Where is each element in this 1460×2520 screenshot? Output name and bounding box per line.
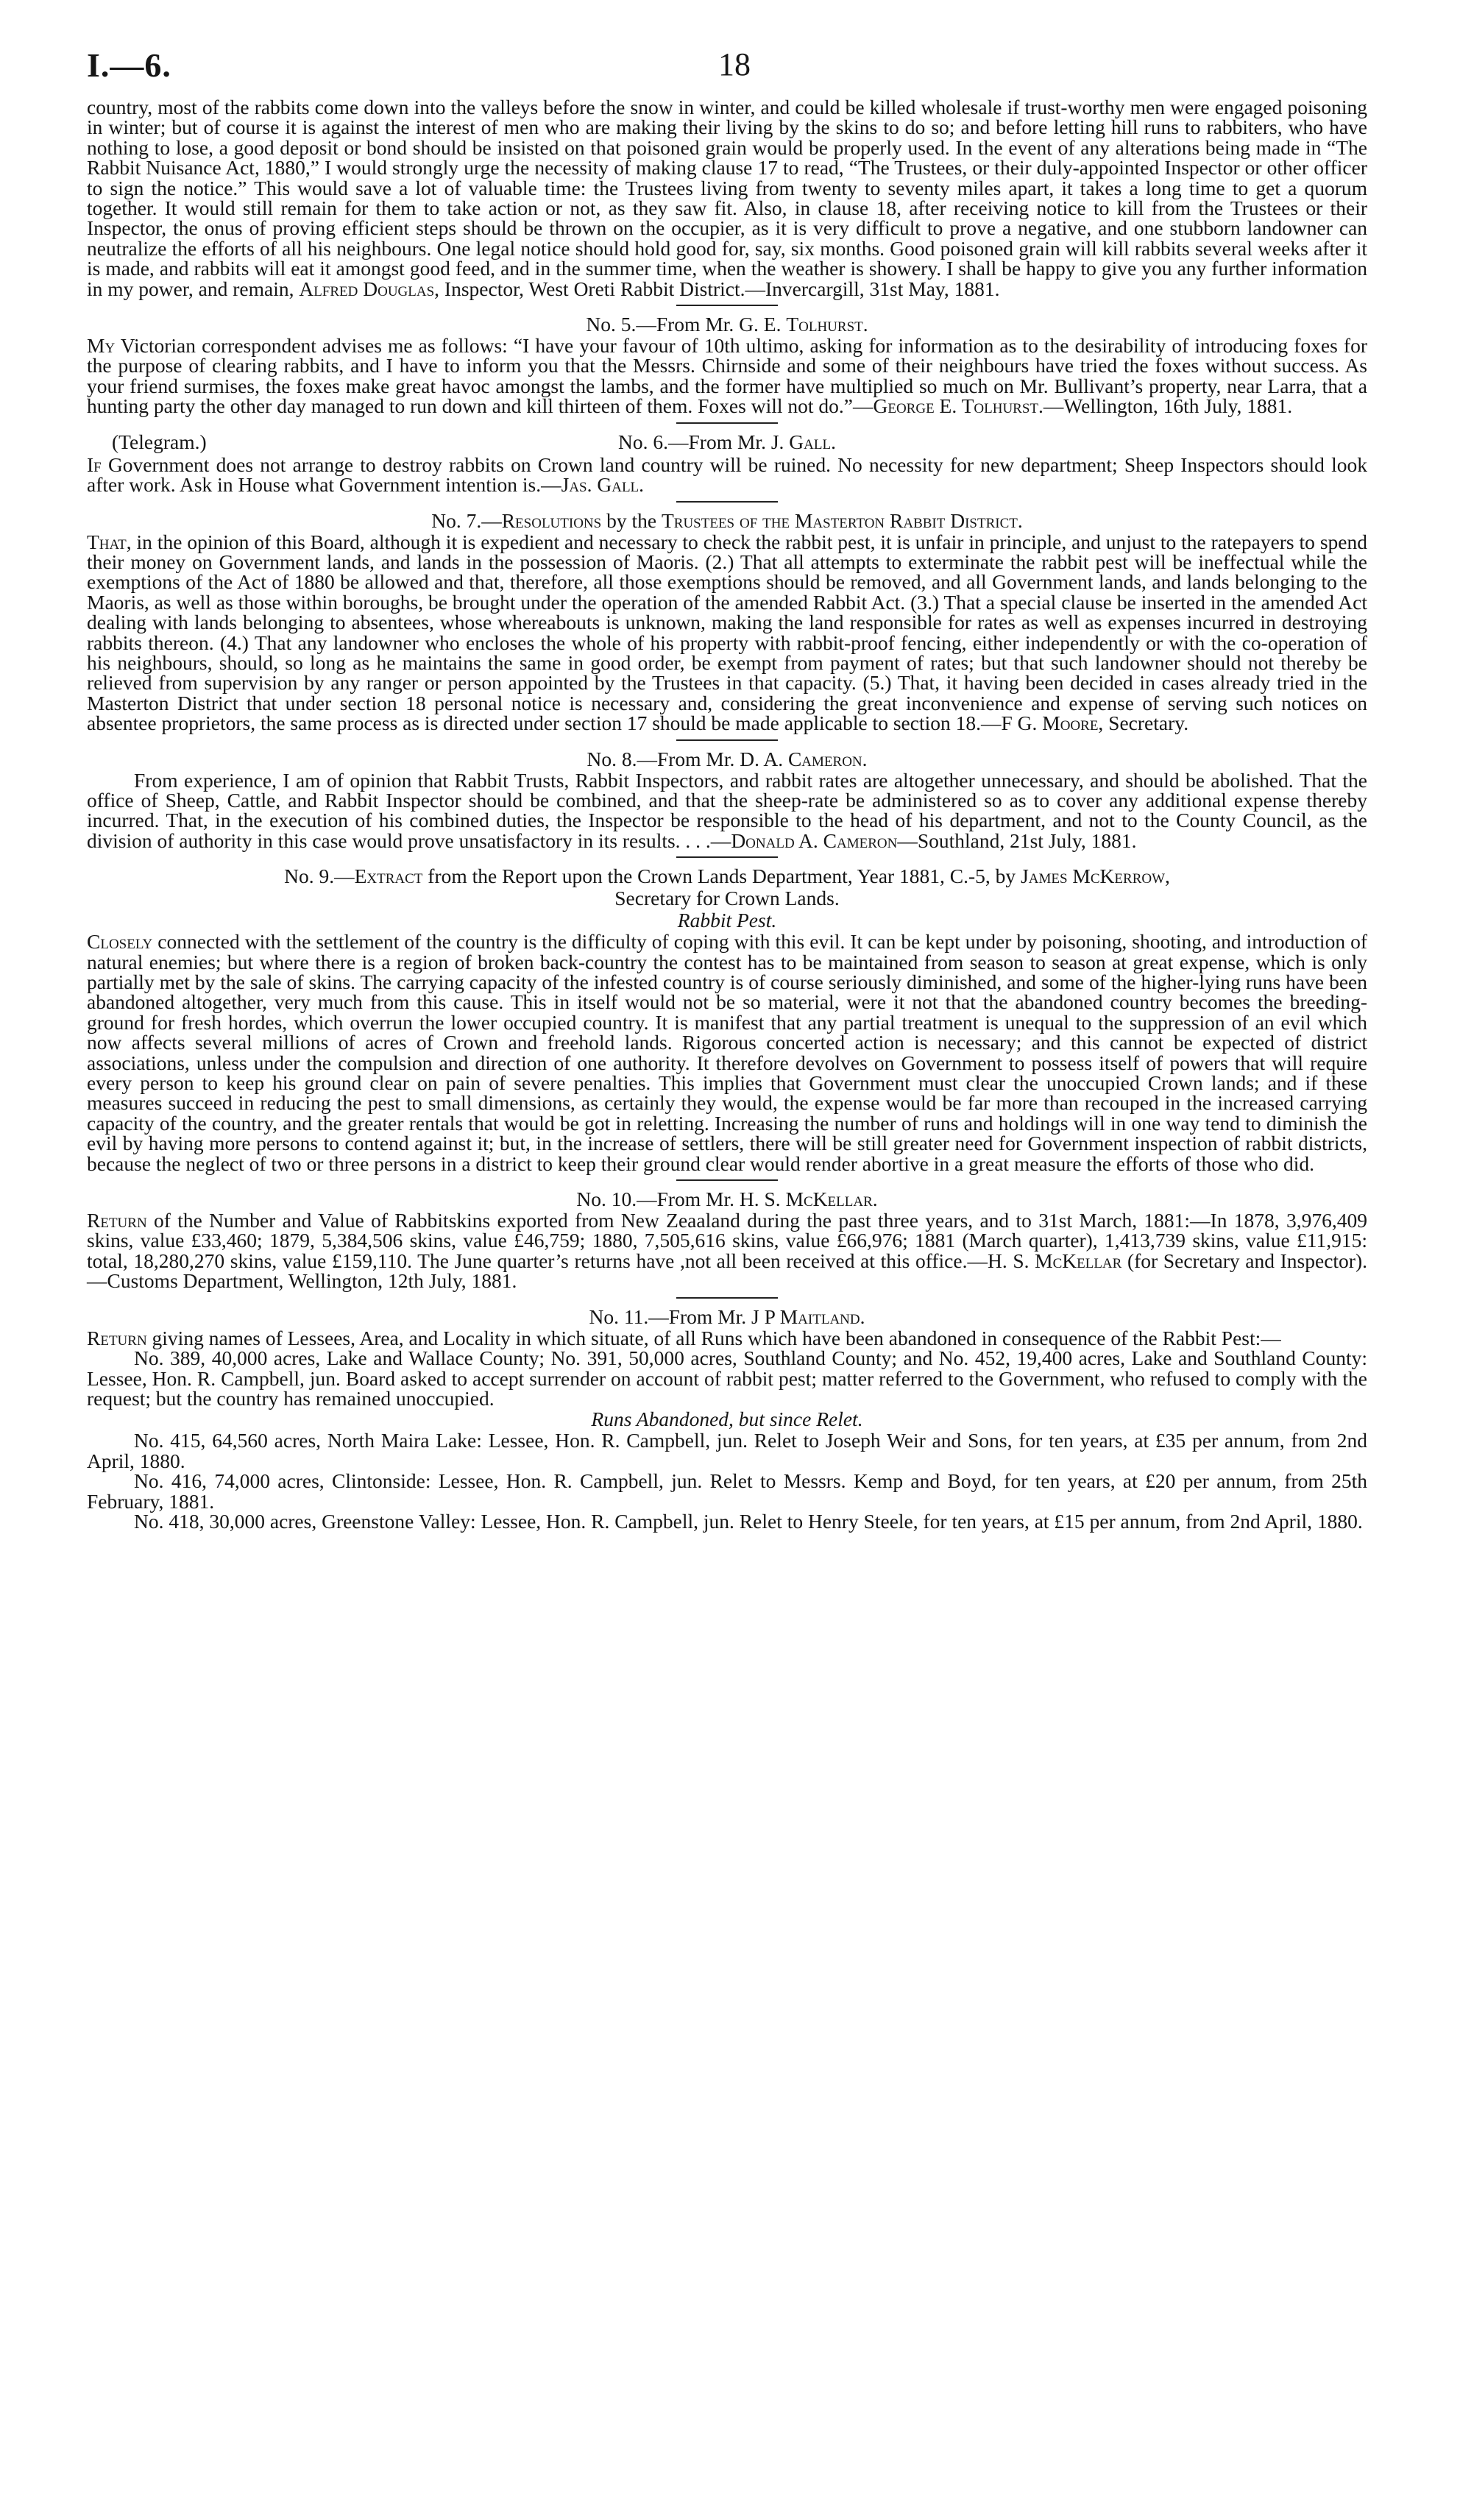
- section-7-signature-name: F G. Moore,: [1001, 711, 1104, 735]
- section-6-signature-name: Jas. Gall.: [561, 473, 645, 497]
- section-9-heading: No. 9.—Extract from the Report upon the Crown Lands Department, Year 1881, C.-5, by James McKerrow,: [284, 865, 1170, 888]
- intro-text: country, most of the rabbits come down into the valleys before the snow in winter, and could be killed wholesale if trust-worthy men were engaged poisoning in winter; but of course it is against the interest of men who are making their living by the skins to do so; and before letting hill runs to rabbiters, who have nothing to lose, a good deposit or bond should be insisted on that poisoned grain would be properly used. In the event of any alterations being made in “The Rabbit Nuisance Act, 1880,” I would strongly urge the necessity of making clause 17 to read, “The Trustees, or their duly-appointed Inspector or other officer to sign the notice.” This would save a lot of valuable time: the Trustees living from twenty to seventy miles apart, it takes a long time to get a quorum together. It would still remain for them to take action or not, as they saw fit. Also, in clause 18, after receiving notice to kill from the Trustees or their Inspector, the onus of proving efficient steps should be thrown on the occupier, as it is very difficult to prove a negative, and one stubborn landowner can neutralize the efforts of all his neighbours. One legal notice should hold good for, say, six months. Good poisoned grain will kill rabbits several weeks after it is made, and rabbits will eat it amongst good feed, and in the summer time, when the weather is showery. I shall be happy to give you any further information in my power, and remain,: [87, 96, 1367, 300]
- telegram-label: (Telegram.): [112, 430, 207, 453]
- document-page: [87, 46, 1367, 1531]
- section-11-text: giving names of Lessees, Area, and Locality in which situate, of all Runs which have been abandoned in consequence of the Rabbit Pest:—: [146, 1326, 1281, 1349]
- intro-paragraph: [87, 97, 1367, 299]
- section-11-heading: No. 11.—From Mr. J P Maitland.: [589, 1305, 865, 1328]
- section-11-intro: [87, 1328, 1367, 1348]
- section-6-text: Government does not arrange to destroy rabbits on Crown land country will be ruined. No necessity for new department; Sheep Inspectors should look after work. Ask in House what Government intention is.—: [87, 452, 1367, 497]
- section-7-body: [87, 532, 1367, 734]
- section-11-paragraph-2: No. 389, 40,000 acres, Lake and Wallace County; No. 391, 50,000 acres, Southland County; and No. 452, 19,400 acres, Lake and Southland County: Lessee, Hon. R. Campbell, jun. Board asked to accept surrender on account of rabbit pest; matter referred to the Government, who refused to comply with the request; but the country has remained unoccupied.: [87, 1346, 1367, 1410]
- section-9-body: [87, 931, 1367, 1174]
- section-5-heading: No. 5.—From Mr. G. E. Tolhurst.: [586, 313, 868, 336]
- section-10-text: of the Number and Value of Rabbitskins exported from New Zeaaland during the past three years, and to 31st March, 1881:—In 1878, 3,976,409 skins, value £33,460; 1879, 5,384,506 skins, value £46,759; 1880, 7,505,616 skins, value £66,976; 1881 (March quarter), 1,413,739 skins, value £11,915: total, 18,280,270 skins, value £159,110. The June quarter’s returns have ,not all been received at this office.—: [87, 1209, 1367, 1272]
- section-divider: [676, 739, 778, 741]
- section-divider: [676, 1179, 778, 1181]
- intro-signature-details: Inspector, West Oreti Rabbit District.—Invercargill, 31st May, 1881.: [444, 277, 1000, 300]
- section-5-signature-details: —Wellington, 16th July, 1881.: [1043, 394, 1293, 418]
- section-10-heading: No. 10.—From Mr. H. S. McKellar.: [576, 1188, 878, 1211]
- section-9-subheading: Rabbit Pest.: [677, 909, 777, 932]
- section-8-text: From experience, I am of opinion that Rabbit Trusts, Rabbit Inspectors, and rabbit rates are altogether unnecessary, and should be abolished. That the office of Sheep, Cattle, and Rabbit Inspector should be combined, and that the sheep-rate be administered so as to cover any additional expense thereby incurred. That, in the execution of his combined duties, the Inspector be responsible to the head of his department, and not to the County Council, as the division of authority in this case would prove unsatisfactory in its results. . . .—: [87, 768, 1367, 852]
- section-8-body: [87, 770, 1367, 851]
- section-11-lead: Return: [87, 1326, 147, 1349]
- section-5-body: [87, 336, 1367, 416]
- section-8-signature-details: —Southland, 21st July, 1881.: [897, 828, 1137, 852]
- document-reference: I.—6.: [87, 46, 171, 84]
- section-divider: [676, 501, 778, 503]
- section-8-heading: No. 8.—From Mr. D. A. Cameron.: [587, 747, 868, 770]
- section-6-body: [87, 452, 1367, 497]
- relet-run-item: No. 415, 64,560 acres, North Maira Lake: Lessee, Hon. R. Campbell, jun. Relet to Joseph Weir and Sons, for ten years, at £35 per annum, from 2nd April, 1880.: [87, 1429, 1367, 1472]
- section-11-subheading: Runs Abandoned, but since Relet.: [591, 1408, 863, 1431]
- section-5-lead: My: [87, 334, 116, 358]
- section-6-lead: If: [87, 452, 102, 476]
- section-divider: [676, 305, 778, 306]
- section-10-signature-details: (for Secretary and Inspector).—Customs Department, Wellington, 12th July, 1881.: [87, 1249, 1368, 1293]
- relet-run-item: No. 418, 30,000 acres, Greenstone Valley: Lessee, Hon. R. Campbell, jun. Relet to Henry Steele, for ten years, at £15 per annum, from 2nd April, 1880.: [134, 1509, 1363, 1533]
- section-divider: [676, 422, 778, 424]
- section-10-body: [87, 1210, 1367, 1291]
- section-7-heading: No. 7.—Resolutions by the Trustees of the Masterton Rabbit District.: [431, 508, 1023, 532]
- section-7-text: , in the opinion of this Board, although it is expedient and necessary to check the rabbit pest, it is unfair in principle, and unjust to the ratepayers to spend their money on Government lands, and lands in the possession of Maoris. (2.) That all attempts to exterminate the rabbit pest will be ineffectual while the exemptions of the Act of 1880 be allowed and that, therefore, all those exemptions should be removed, and all Government lands, and lands belonging to the Maoris, as well as those within boroughs, be brought under the operation of the amended Rabbit Act. (3.) That a special clause be inserted in the amended Act dealing with lands belonging to absentees, whose whereabouts is unknown, making the land responsible for rates as well as expenses incurred in destroying rabbits thereon. (4.) That any landowner who encloses the whole of his property with rabbit-proof fencing, either independently or with the co-operation of his neighbours, should, so long as he maintains the same in good order, be exempt from payment of rates; but that such landowner should not thereby be relieved from supervision by any ranger or person appointed by the Trustees in that capacity. (5.) That, it having been decided in cases already tried in the Masterton District that under section 18 personal notice is necessary and, considering the great inconvenience and expense of serving such notices on absentee proprietors, the same process as is directed under section 17 should be made applicable to section 18.—: [87, 530, 1367, 735]
- section-divider: [676, 856, 778, 858]
- section-7-lead: That: [87, 530, 127, 553]
- section-9-text: connected with the settlement of the country is the difficulty of coping with this evil. It can be kept under by poisoning, shooting, and introduction of natural enemies; but where there is a region of broken back-country the contest has to be maintained from season to season at great expense, which is only partially met by the sale of skins. The carrying capacity of the infested country is of course seriously diminished, and some of the higher-lying runs have been abandoned altogether, very much from this cause. This in itself would not be so material, were it not that the abandoned country becomes the breeding-ground for fresh hordes, which overrun the lower occupied country. It is manifest that any partial treatment is unequal to the suppression of an evil which now affects several millions of acres of Crown and freehold lands. Rigorous concerted action is necessary; and this cannot be expected of district associations, unless under the compulsion and direction of one authority. It therefore devolves on Government to possess itself of powers that will require every person to keep his ground clear on pain of severe penalties. This implies that Government must clear the unoccupied Crown lands; and if these measures succeed in reducing the pest to small dimensions, as certainly they would, the expense would be far more than recouped in the increased carrying capacity of the country, and the greater rentals that would be got in reletting. Increasing the number of runs and holdings will in one way tend to diminish the evil by having more persons to contend against it; but, in the increase of settlers, there will be still greater need for Government inspection of rabbit districts, because the neglect of two or three persons in a district to keep their ground clear would render abortive in a great measure the efforts of those who did.: [87, 930, 1367, 1175]
- intro-signature-name: Alfred Douglas,: [299, 277, 440, 300]
- section-8-signature-name: Donald A. Cameron: [731, 828, 898, 852]
- section-9-heading-line2: Secretary for Crown Lands.: [614, 887, 840, 910]
- section-divider: [676, 1297, 778, 1299]
- page-header: [87, 46, 1367, 97]
- section-7-signature-details: Secretary.: [1103, 711, 1189, 735]
- section-10-lead: Return: [87, 1209, 147, 1232]
- section-6-heading: No. 6.—From Mr. J. Gall.: [618, 430, 836, 453]
- section-5-signature-name: George E. Tolhurst.: [873, 394, 1043, 418]
- section-9-lead: Closely: [87, 930, 153, 954]
- section-5-text: Victorian correspondent advises me as follows: “I have your favour of 10th ultimo, asking for information as to the desirability of introducing foxes for the purpose of clearing rabbits, and I have to inform you that the Messrs. Chirnside and some of their neighbours have tried the foxes without success. As your friend surmises, the foxes make great havoc amongst the lambs, and the former have multiplied so much on Mr. Bullivant’s property, near Larra, that a hunting party the other day managed to run down and kill thirteen of them. Foxes will not do.”—: [87, 334, 1367, 418]
- section-10-signature-name: H. S. McKellar: [987, 1249, 1122, 1272]
- section-6-heading-row: [87, 431, 1367, 455]
- relet-run-item: No. 416, 74,000 acres, Clintonside: Lessee, Hon. R. Campbell, jun. Relet to Messrs. Kemp and Boyd, for ten years, at £20 per annum, from 25th February, 1881.: [87, 1469, 1367, 1513]
- page-number: 18: [718, 46, 751, 82]
